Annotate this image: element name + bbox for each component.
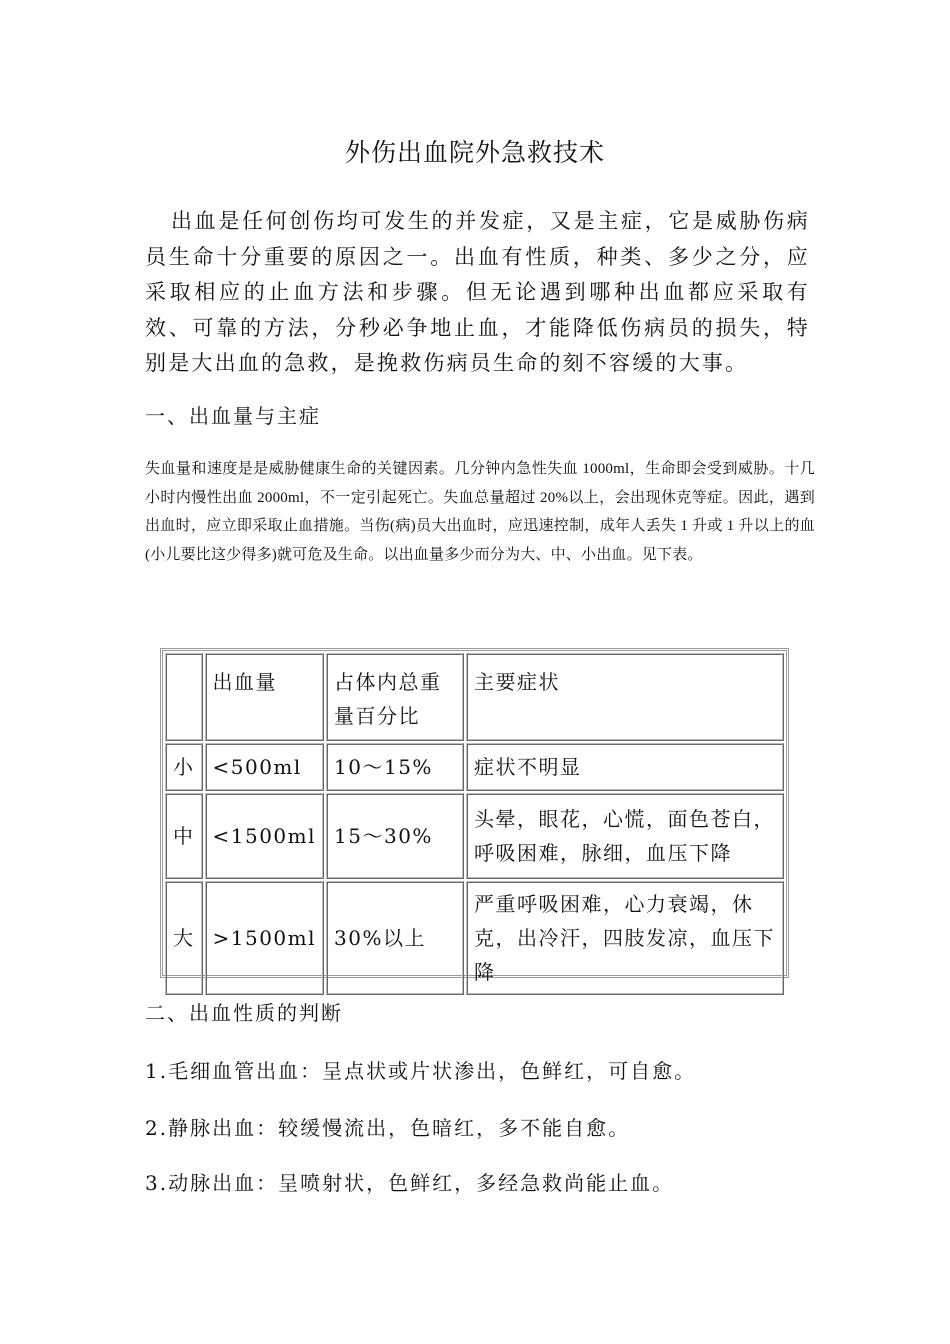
table-header-cell: 主要症状 [466,653,784,741]
section-heading-bleeding-type: 二、出血性质的判断 [145,1001,343,1025]
table-cell-level: 大 [165,881,203,995]
blood-loss-table [160,648,789,984]
list-item: 3.动脉出血：呈喷射状，色鲜红，多经急救尚能止血。 [145,1171,675,1195]
table-cell-percent: 15～30% [326,793,464,879]
table-row [165,793,784,879]
list-item: 1.毛细血管出血：呈点状或片状渗出，色鲜红，可自愈。 [145,1059,697,1083]
table-row [165,743,784,791]
table-row [165,881,784,995]
table-cell-level: 中 [165,793,203,879]
intro-paragraph: 出血是任何创伤均可发生的并发症，又是主症，它是威胁伤病员生命十分重要的原因之一。出血有性质，种类、多少之分，应采取相应的止血方法和步骤。但无论遇到哪种出血都应采取有效、可靠的方法，分秒必争地止血，才能降低伤病员的损失，特别是大出血的急救，是挽救伤病员生命的刻不容缓的大事。 [145,209,810,375]
table-header-cell: 出血量 [205,653,325,741]
list-item: 2.静脉出血：较缓慢流出，色暗红，多不能自愈。 [145,1116,631,1140]
table-cell-percent: 10～15% [326,743,464,791]
table-cell-amount: >1500ml [205,881,325,995]
table-cell-percent: 30%以上 [326,881,464,995]
table-cell-amount: <1500ml [205,793,325,879]
table-cell-symptoms: 症状不明显 [466,743,784,791]
table-header-row [165,653,784,741]
table-cell-symptoms: 头晕，眼花，心慌，面色苍白，呼吸困难，脉细，血压下降 [466,793,784,879]
blood-loss-paragraph: 失血量和速度是是威胁健康生命的关键因素。几分钟内急性失血 1000ml，生命即会受到威胁。十几小时内慢性出血 2000ml，不一定引起死亡。失血总量超过 20%以上，会出现休克等症。因此，遇到出血时，应立即采取止血措施。当伤(病)员大出血时，应迅速控制，成年人丢失 1 升或 1 升以上的血(小儿要比这少得多)就可危及生命。以出血量多少而分为大、中、小出血。见下表。 [145,461,815,563]
table-header-cell [165,653,203,741]
section-heading-blood-loss: 一、出血量与主症 [145,404,321,428]
table-cell-level: 小 [165,743,203,791]
document-title: 外伤出血院外急救技术 [344,138,605,167]
table-cell-amount: <500ml [205,743,325,791]
table-header-cell: 占体内总重量百分比 [326,653,464,741]
table-cell-symptoms: 严重呼吸困难，心力衰竭，休克，出冷汗，四肢发凉，血压下降 [466,881,784,995]
